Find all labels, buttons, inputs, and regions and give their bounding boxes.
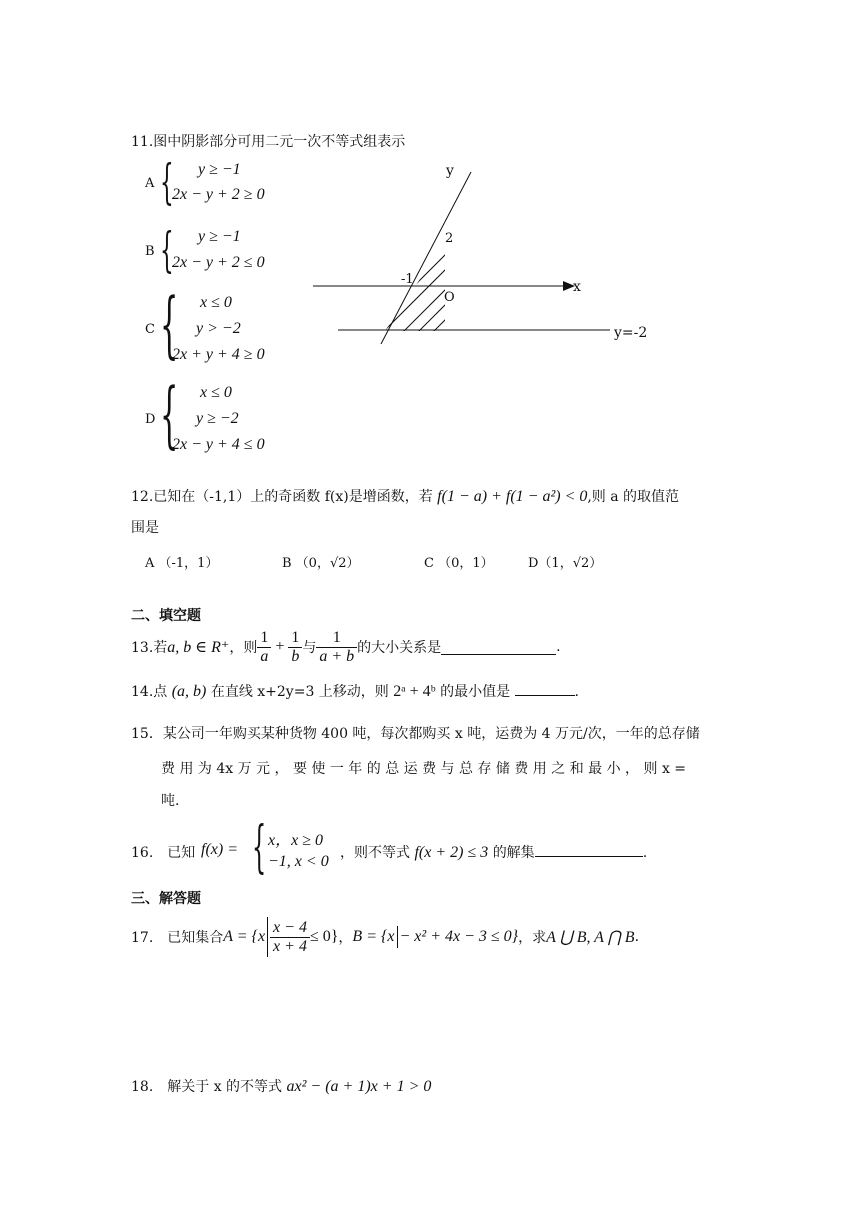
q13-cond: a, b ∈ R⁺ — [167, 639, 230, 656]
q12-option-a: A （-1，1） — [145, 556, 219, 571]
fig-x-label: x — [573, 279, 581, 295]
brace-d: { — [160, 372, 179, 456]
q11-b-line2: 2x − y + 2 ≤ 0 — [172, 254, 265, 271]
q11-option-a-label: A — [145, 176, 155, 191]
q14-answer-blank[interactable] — [515, 681, 575, 696]
brace-b: { — [160, 222, 174, 278]
fig-y-intercept: 2 — [445, 231, 454, 246]
q11-stem: 11.图中阴影部分可用二元一次不等式组表示 — [131, 134, 406, 150]
q16-ineq: f(x + 2) ≤ 3 — [414, 844, 489, 861]
q18-expr: ax² − (a + 1)x + 1 > 0 — [286, 1078, 432, 1095]
line-2x-y-2 — [381, 172, 471, 344]
q14 — [131, 681, 579, 701]
q17-frac: $\frac{x - 4}{x + 4}$ — [270, 919, 310, 956]
q16-c: 的解集 — [492, 845, 535, 861]
q17-b: ，求 — [518, 930, 547, 946]
q16-rest — [340, 842, 647, 862]
q11-option-d-label: D — [145, 412, 156, 427]
q11-c-line2: y > −2 — [196, 320, 241, 337]
q15-line3: 吨. — [161, 793, 180, 809]
q16-case2: −1, x < 0 — [268, 853, 329, 870]
q17-ask: A ⋃ B, A ⋂ B — [546, 929, 635, 946]
q16-brace: { — [252, 815, 267, 880]
q18-a: 18. 解关于 x 的不等式 — [131, 1079, 283, 1095]
q14-a: 14.点 — [131, 684, 168, 700]
q11-option-c-label: C — [145, 322, 155, 337]
q16-a: 16. 已知 — [131, 845, 196, 861]
q14-c: 的最小值是 — [440, 684, 511, 700]
q17-set-a: A = {x — [223, 928, 266, 945]
q11-a-line2: 2x − y + 2 ≥ 0 — [172, 186, 265, 203]
q13-e: . — [556, 639, 561, 655]
q14-d: . — [574, 684, 579, 700]
q13-c: 与 — [302, 640, 317, 656]
q14-b: 在直线 x+2y=3 上移动，则 — [210, 684, 389, 700]
q11-d-line1: x ≤ 0 — [200, 384, 232, 401]
fig-y-label: y — [446, 163, 454, 179]
q13-answer-blank[interactable] — [441, 640, 556, 655]
fig-line-label: y=-2 — [614, 325, 648, 341]
q14-point: (a, b) — [171, 683, 207, 700]
q17-a: 17. 已知集合 — [131, 930, 224, 946]
q17-a-cond: ≤ 0} — [309, 928, 339, 945]
q17-set-b: B = {x — [352, 928, 395, 945]
q13-a: 13.若 — [131, 640, 168, 656]
section-2-heading: 二、填空题 — [131, 608, 201, 624]
brace-a: { — [160, 154, 174, 210]
q17 — [131, 914, 639, 960]
q13: 13.若 a, b ∈ R⁺ ，则 $\frac{1}{a}$ + $\frac{1}{b}$ 与 $\frac{1}{a + b}$ 的大小关系是 . — [131, 628, 561, 665]
q12-option-b: B （0，√2） — [282, 556, 360, 571]
q17-bar-b — [397, 926, 398, 948]
q16-fx: f(x) = — [201, 841, 238, 858]
q18 — [131, 1076, 431, 1096]
q13-b: ，则 — [229, 640, 258, 656]
q13-d: 的大小关系是 — [357, 640, 442, 656]
q16-answer-blank[interactable] — [535, 842, 643, 857]
q12-option-d: D（1，√2） — [528, 556, 603, 571]
q17-c: . — [634, 929, 640, 945]
q15-line1: 15．某公司一年购买某种货物 400 吨，每次都购买 x 吨，运费为 4 万元/次，一年的总存储 — [131, 726, 700, 742]
q15-line2: 费 用 为 4x 万 元 ， 要 使 一 年 的 总 运 费 与 总 存 储 费 用 之 和 最 小 ， 则 x = — [161, 761, 687, 777]
q12-stem-a: 12.已知在（-1,1）上的奇函数 f(x)是增函数，若 — [131, 489, 433, 505]
q16-b: ，则不等式 — [340, 845, 410, 861]
q16-case1: x，x ≥ 0 — [268, 832, 323, 849]
q11-c-line1: x ≤ 0 — [200, 294, 232, 311]
q17-bar-a — [267, 917, 268, 957]
q13-frac-1ab: $\frac{1}{a + b}$ — [316, 629, 357, 666]
q17-b-cond: − x² + 4x − 3 ≤ 0} — [399, 928, 519, 945]
q11-d-line2: y ≥ −2 — [196, 410, 239, 427]
q11-option-b-label: B — [145, 244, 155, 259]
section-3-heading: 三、解答题 — [131, 891, 201, 907]
fig-x-intercept: -1 — [401, 272, 414, 287]
fig-origin-label: O — [444, 290, 455, 305]
q12-stem-b: ,则 a 的取值范 — [587, 489, 680, 505]
q12-expr: f(1 − a) + f(1 − a²) < 0 — [437, 488, 588, 505]
q13-frac-1b: $\frac{1}{b}$ — [288, 629, 302, 666]
q12-stem — [131, 486, 679, 506]
q11-c-line3: 2x + y + 4 ≥ 0 — [172, 346, 265, 363]
brace-c: { — [160, 282, 179, 366]
q16-d: . — [642, 845, 648, 861]
q17-sep: ， — [338, 930, 353, 946]
q12-option-c: C （0，1） — [424, 556, 494, 571]
q13-frac-1a: $\frac{1}{a}$ — [257, 629, 271, 666]
q11-a-line1: y ≥ −1 — [198, 161, 241, 178]
q11-b-line1: y ≥ −1 — [198, 228, 241, 245]
q14-expr: 2ᵃ + 4ᵇ — [393, 683, 436, 700]
q11-d-line3: 2x − y + 4 ≤ 0 — [172, 436, 265, 453]
q12-stem-c: 围是 — [131, 520, 159, 536]
